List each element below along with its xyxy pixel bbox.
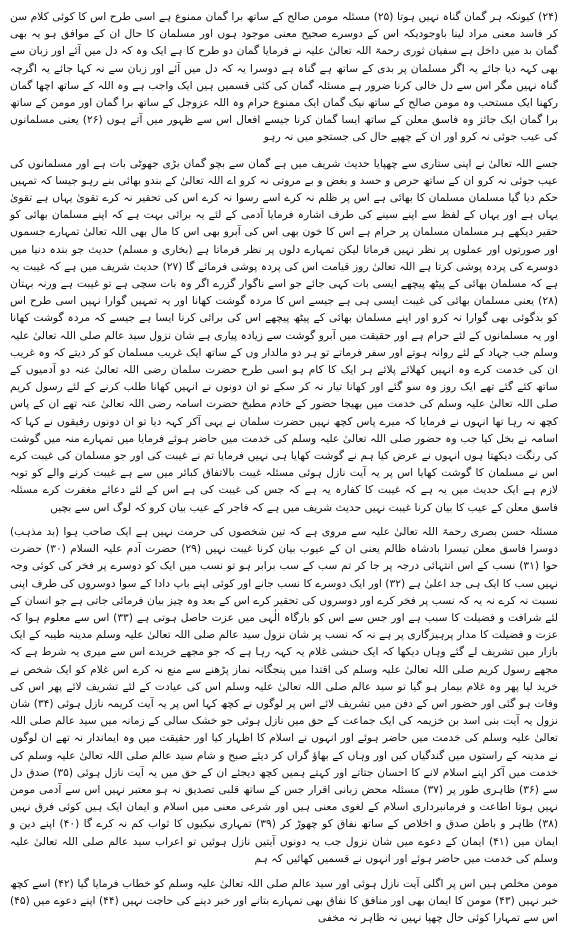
paragraph-2: جسے اللہ تعالیٰ نے اپنی ستاری سے چھپایا حدیث شریف میں ہے گمان سے بچو گمان بڑی جھوٹی بات ہے اور مسلمانوں کی عیب جوئی نہ کرو ان کے ساتھ حرص و حسد و بغض و بے مروتی نہ کرو اے اللہ تعالیٰ کے بندو بھائی بنے رہو جیسا کہ تمہیں حکم دیا گیا مسلمان مسلمان کا بھائی ہے اس پر ظلم نہ کرے اسے رسوا نہ کرے اس کی تحقیر نہ کرے تقویٰ یہاں ہے تقویٰ یہاں ہے اور یہاں کے لفظ سے اپنے سینے کی طرف اشارہ فرمایا آدمی کے لئے یہ برائی بہت ہے کہ اپنے مسلمان بھائی کو حقیر دیکھے ہر مسلمان مسلمان پر حرام ہے اس کا خون بھی اس کی آبرو بھی اس کا مال بھی اللہ تعالیٰ تمہارے جسموں اور صورتوں اور عملوں پر نظر نہیں فرماتا لیکن تمہارے دلوں پر نظر فرماتا ہے (بخاری و مسلم) حدیث جو بندہ دنیا میں دوسرے کی پردہ پوشی کرتا ہے اللہ تعالیٰ روز قیامت اس کی پردہ پوشی فرمائے گا (۲۷) حدیث شریف میں ہے کہ غیبت یہ ہے کہ مسلمان بھائی کے پیٹھ پیچھے ایسی بات کہی جائے جو اسے ناگوار گزرے اگر وہ بات سچی ہے تو غیبت ہے ورنہ بہتان (۲۸) یعنی مسلمان بھائی کی غیبت ایسی ہی ہے جیسے اس کا مردہ گوشت کھانا اور یہ تمہیں گوارا نہیں اسی طرح اس کو بدگوئی بھی گوارا نہ کرو اور اپنے مسلمان بھائی کے پیٹھ پیچھے اس کی برائی کرنا ایسا ہے جیسے کہ مردہ گوشت کھانا اور یہ مسلمانوں کے لئے حرام ہے اور حقیقت میں آبرو گوشت سے زیادہ پیاری ہے شان نزول سید عالم صلی اللہ تعالیٰ علیہ وسلم جب جہاد کے لئے روانہ ہوتے اور سفر فرماتے تو ہر دو مالدار وں کے ساتھ ایک غریب مسلمان کو کر دیتے کہ وہ غریب ان کی خدمت کرے وہ انہیں کھلائے پلائے ہر ایک کا کام ہو اسی طرح حضرت سلمان رضی اللہ تعالیٰ عنہ دو آدمیوں کے ساتھ کئے گئے تھے ایک روز وہ سو گئے اور کھانا تیار نہ کر سکے تو ان دونوں نے انہیں کھانا طلب کرنے کے لئے رسول کریم صلی اللہ تعالیٰ علیہ وسلم کی خدمت میں بھیجا حضور کے خادم مطبخ حضرت اسامہ رضی اللہ تعالیٰ عنہ تھے ان کے پاس کچھ نہ رہا تھا انہوں نے فرمایا کہ میرے پاس کچھ نہیں حضرت سلمان نے یہی آکر کہہ دیا تو ان دونوں رفیقوں نے کہا کہ اسامہ نے بخل کیا جب وہ حضور صلی اللہ تعالیٰ علیہ وسلم کی خدمت میں حاضر ہوئے فرمایا میں تمہارے منہ میں گوشت کی رنگت دیکھتا ہوں انہوں نے عرض کیا ہم نے گوشت کھایا ہی نہیں فرمایا تم نے غیبت کی اور جو مسلمان کی غیبت کرے اس نے مسلمان کا گوشت کھایا اس پر یہ آیت نازل ہوئی مسئلہ غیبت بالاتفاق کبائر میں سے ہے غیبت کرنے والے کو توبہ لازم ہے ایک حدیث میں یہ ہے کہ غیبت کا کفارہ یہ ہے کہ جس کی غیبت کی ہے اس کے لئے دعائے مغفرت کرے مسئلہ فاسق معلن کے عیب کا بیان کرنا غیبت نہیں حدیث شریف میں ہے کہ فاجر کے عیب بیان کرو کہ لوگ اس سے بچیں [10,156,558,514]
paragraph-1: (۲۴) کیونکہ ہر گمان گناہ نہیں ہوتا (۲۵) مسئلہ مومن صالح کے ساتھ برا گمان ممنوع ہے اسی طرح اس کا کوئی کلام سن کر فاسد معنی مراد لینا باوجودیکہ اس کے دوسرے صحیح معنی موجود ہوں اور مسلمان کا حال ان کے موافق ہو یہ بھی گمان بد میں داخل ہے سفیان ثوری رحمۃ اللہ تعالیٰ علیہ نے فرمایا گمان دو طرح کا ہے ایک وہ کہ دل میں آئے اور زبان سے بھی کہہ دیا جائے یہ اگر مسلمان پر بدی کے ساتھ ہے گناہ ہے دوسرا یہ کہ دل میں آئے اور زبان سے نہ کہا جائے یہ اگرچہ گناہ نہیں مگر اس سے دل خالی کرنا ضرور ہے مسئلہ گمان کی کئی قسمیں ہیں ایک واجب ہے وہ اللہ کے ساتھ اچھا گمان رکھنا ایک مستحب وہ مومن صالح کے ساتھ نیک گمان ایک ممنوع حرام وہ اللہ عزوجل کے ساتھ برا گمان اور مومن کے ساتھ برا گمان ایک جائز وہ فاسق معلن کے ساتھ ایسا گمان کرنا جیسے افعال اس سے ظہور میں آتے ہوں (۲۶) یعنی مسلمانوں کی عیب جوئی نہ کرو اور ان کے چھپے حال کی جستجو میں نہ رہو [10,10,558,144]
page [10,8,559,925]
paragraph-4: مومن مخلص ہیں اس پر اگلی آیت نازل ہوئی اور سید عالم صلی اللہ تعالیٰ علیہ وسلم کو خطاب فرمایا گیا (۴۲) اسے کچھ خبر نہیں (۴۳) مومن کا ایمان بھی اور منافق کا نفاق بھی تمہارے بتانے اور خبر دینے کی حاجت نہیں (۴۴) اپنے دعوے میں (۴۵) اس سے تمہارا کوئی حال چھپا نہیں نہ ظاہر نہ مخفی [10,876,558,925]
paragraph-3: مسئلہ حسن بصری رحمۃ اللہ تعالیٰ علیہ سے مروی ہے کہ تین شخصوں کی حرمت نہیں ہے ایک صاحب ہوا (بد مذہب) دوسرا فاسق معلن تیسرا بادشاہ ظالم یعنی ان کے عیوب بیان کرنا غیبت نہیں (۲۹) حضرت آدم علیہ السلام (۳۰) حضرت حوا (۳۱) نسب کے اس انتہائی درجہ پر جا کر تم سب کے سب برابر ہو تو نسب میں ایک کو دوسرے پر فخر کی کوئی وجہ نہیں سب کا ایک ہی جد اعلیٰ ہے (۳۲) اور ایک دوسرے کا نسب جانے اور کوئی اپنے باپ دادا کے سوا دوسروں کی طرف اپنی نسبت نہ کرے نہ یہ کہ نسب پر فخر کرے اور دوسروں کی تحقیر کرے اس کے بعد وہ چیز بیان فرمائی جاتی ہے جو انسان کے لئے شرافت و فضیلت کا سبب ہے اور جس سے اس کو بارگاہ الٰہی میں عزت حاصل ہوتی ہے (۳۳) اس سے معلوم ہوا کہ عزت و فضیلت کا مدار پرہیزگاری پر ہے نہ کہ نسب پر شان نزول سید عالم صلی اللہ تعالیٰ علیہ وسلم مدینہ طیبہ کے ایک بازار میں تشریف لے گئے وہاں دیکھا کہ ایک حبشی غلام یہ کہہ رہا ہے کہ جو مجھے خریدے اس سے میری یہ شرط ہے کہ مجھے رسول کریم صلی اللہ تعالیٰ علیہ وسلم کی اقتدا میں پنجگانہ نماز پڑھنے سے منع نہ کرے اس غلام کو ایک شخص نے خرید لیا پھر وہ غلام بیمار ہو گیا تو سید عالم صلی اللہ تعالیٰ علیہ وسلم اس کی عیادت کے لئے تشریف لائے پھر اس کی وفات ہو گئی اور حضور اس کے دفن میں تشریف لائے اس پر لوگوں نے کچھ کہا اس پر یہ آیت کریمہ نازل ہوئی (۳۴) شان نزول یہ آیت بنی اسد بن خزیمہ کی ایک جماعت کے حق میں نازل ہوئی جو خشک سالی کے زمانہ میں سید عالم صلی اللہ تعالیٰ علیہ وسلم کی خدمت میں حاضر ہوئے اور انہوں نے اسلام کا اظہار کیا اور حقیقت میں وہ ایماندار نہ تھے ان لوگوں نے مدینہ کے راستوں میں گندگیاں کیں اور وہاں کے بھاؤ گراں کر دیئے صبح و شام سید عالم صلی اللہ تعالیٰ علیہ وسلم کی خدمت میں آکر اپنے اسلام لانے کا احسان جتاتے اور کہتے ہمیں کچھ دیجئے ان کے حق میں یہ آیت نازل ہوئی (۳۵) صدق دل سے (۳۶) ظاہری طور پر (۳۷) مسئلہ محض زبانی اقرار جس کے ساتھ قلبی تصدیق نہ ہو معتبر نہیں اس سے آدمی مومن نہیں ہوتا اطاعت و فرمانبرداری اسلام کے لغوی معنی ہیں اور شرعی معنی میں اسلام و ایمان ایک ہیں کوئی فرق نہیں (۳۸) ظاہر و باطن صدق و اخلاص کے ساتھ نفاق کو چھوڑ کر (۳۹) تمہاری نیکیوں کا ثواب کم نہ کرے گا (۴۰) اپنے دین و ایمان میں (۴۱) ایمان کے دعوے میں شان نزول جب یہ دونوں آیتیں نازل ہوئیں تو اعراب سید عالم صلی اللہ تعالیٰ علیہ وسلم کی خدمت میں حاضر ہوئے اور انہوں نے قسمیں کھائیں کہ ہم [10,524,559,865]
